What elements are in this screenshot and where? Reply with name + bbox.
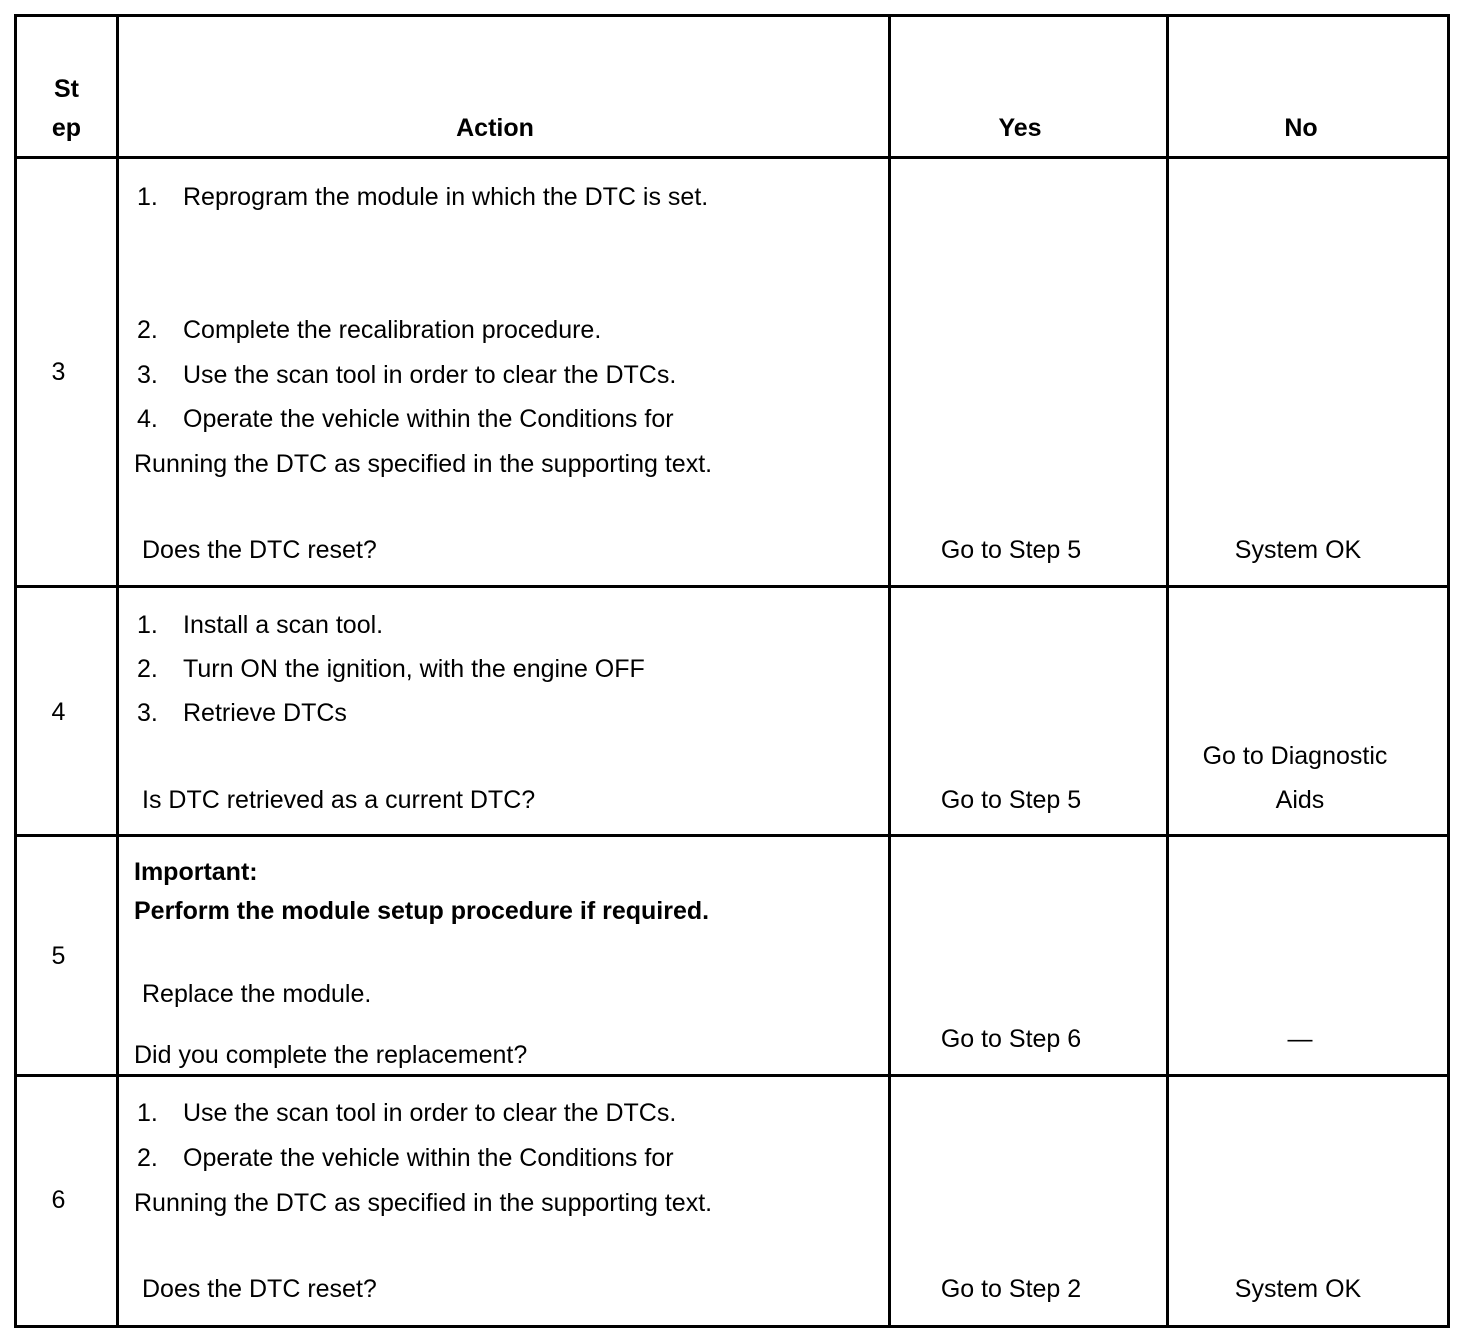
action-item <box>137 182 708 212</box>
item-text: Reprogram the module in which the DTC is set. <box>183 183 709 211</box>
row-divider <box>14 585 1450 588</box>
item-number: 2. <box>137 655 158 683</box>
action-instruction: Replace the module. <box>142 980 372 1008</box>
row-divider <box>14 1074 1450 1077</box>
item-text: Install a scan tool. <box>183 611 384 639</box>
table-border-right <box>1447 15 1450 1328</box>
item-number: 3. <box>137 361 158 389</box>
header-step-line1: St <box>54 75 79 103</box>
action-continuation: Running the DTC as specified in the supporting text. <box>134 1189 713 1217</box>
item-text: Retrieve DTCs <box>183 699 347 727</box>
item-number: 2. <box>137 1144 158 1172</box>
yes-result: Go to Step 2 <box>940 1275 1082 1303</box>
action-question: Does the DTC reset? <box>142 536 377 564</box>
item-text: Complete the recalibration procedure. <box>183 316 602 344</box>
header-no: No <box>1284 114 1318 142</box>
table-border-top <box>14 14 1450 17</box>
column-divider <box>888 15 891 1328</box>
step-number: 3 <box>51 358 66 386</box>
item-text: Operate the vehicle within the Conditions for <box>183 405 674 433</box>
item-number: 1. <box>137 1099 158 1127</box>
item-number: 4. <box>137 405 158 433</box>
column-divider <box>116 15 119 1328</box>
action-item <box>137 610 383 640</box>
action-item <box>137 654 645 684</box>
item-text: Turn ON the ignition, with the engine OFF <box>183 655 645 683</box>
no-result: — <box>1287 1025 1313 1053</box>
action-item <box>137 1098 676 1128</box>
step-number: 5 <box>51 942 66 970</box>
header-step-line2: ep <box>51 114 82 142</box>
yes-result: Go to Step 5 <box>940 536 1082 564</box>
action-question: Is DTC retrieved as a current DTC? <box>142 786 536 814</box>
action-item <box>137 360 676 390</box>
action-question: Did you complete the replacement? <box>134 1041 528 1069</box>
no-result-line1: Go to Diagnostic <box>1202 742 1388 770</box>
action-item <box>137 315 601 345</box>
important-label: Important: <box>134 858 258 886</box>
step-number: 6 <box>51 1186 66 1214</box>
header-yes: Yes <box>998 114 1042 142</box>
item-text: Use the scan tool in order to clear the DTCs. <box>183 361 677 389</box>
item-number: 3. <box>137 699 158 727</box>
action-continuation: Running the DTC as specified in the supporting text. <box>134 450 713 478</box>
step-number: 4 <box>51 698 66 726</box>
column-divider <box>1166 15 1169 1328</box>
item-number: 1. <box>137 183 158 211</box>
item-number: 1. <box>137 611 158 639</box>
header-action: Action <box>456 114 534 142</box>
important-text: Perform the module setup procedure if required. <box>134 897 710 925</box>
no-result-line2: Aids <box>1275 786 1325 814</box>
row-divider <box>14 834 1450 837</box>
header-divider <box>14 156 1450 159</box>
action-item <box>137 1143 674 1173</box>
action-item <box>137 698 347 728</box>
yes-result: Go to Step 5 <box>940 786 1082 814</box>
action-item <box>137 404 674 434</box>
no-result: System OK <box>1234 536 1362 564</box>
item-number: 2. <box>137 316 158 344</box>
table-border-left <box>14 15 17 1328</box>
item-text: Use the scan tool in order to clear the DTCs. <box>183 1099 677 1127</box>
no-result: System OK <box>1234 1275 1362 1303</box>
yes-result: Go to Step 6 <box>940 1025 1082 1053</box>
item-text: Operate the vehicle within the Conditions for <box>183 1144 674 1172</box>
action-question: Does the DTC reset? <box>142 1275 377 1303</box>
table-border-bottom <box>14 1325 1450 1328</box>
